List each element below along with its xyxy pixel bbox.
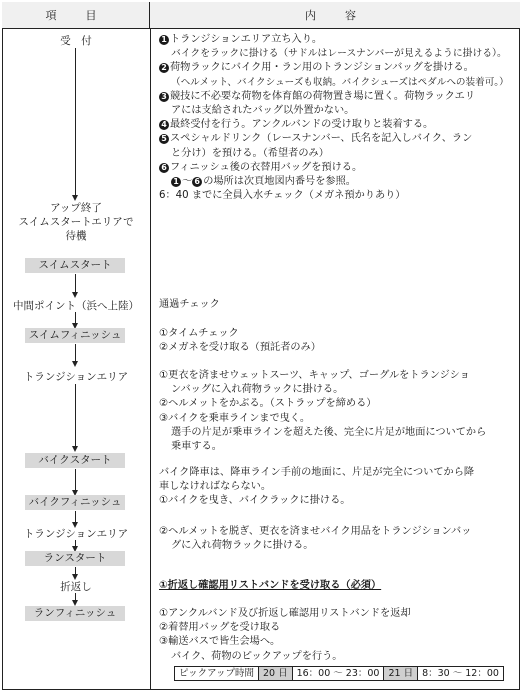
transition-2-instructions: ②ヘルメットを脱ぎ、更衣を済ませバイク用品をトランジションバッ グに入れ荷物ラックに掛ける。	[159, 526, 472, 552]
item-swim-start: スイムスタート	[25, 258, 125, 273]
schedule-table	[2, 2, 520, 690]
pickup-time-table	[174, 666, 504, 681]
swim-finish-instructions: ①タイムチェック ②メガネを受け取る（預託者のみ）	[159, 328, 321, 354]
item-transition-1: トランジションエリア	[23, 371, 129, 383]
pickup-day-2: 21 日	[384, 667, 418, 680]
arrow-down-icon	[75, 593, 76, 601]
run-finish-instructions: ①アンクルバンド及び折返し確認用リストバンドを返却 ②着替用バッグを受け取る ③輸送バスで皆生会場へ。 バイク、荷物のピックアップを行う。	[159, 608, 411, 662]
number-5-icon: 5	[159, 134, 169, 144]
arrow-down-icon	[75, 540, 76, 547]
pickup-time-1: 16：00 〜 23：00	[293, 667, 385, 680]
column-divider	[150, 29, 151, 690]
reception-instructions: 1 トランジションエリア立ち入り。 バイクをラックに掛ける（サドルはレースナンバーが見えるように掛ける）。 2 荷物ラックにバイク用・ラン用のトランジションバッグを掛ける。 （ヘルメット、バイクシューズも収納。バイクシューズはペダルへの装着可。） 3 競技に不必要な荷物を体育館の荷物置き場に置く。荷物ラックエリ アには支給されたバッグ以外置かない。 4 最終受付を行う。アンクルバンドの受け取りと装着する。 5 スペシャルドリンク（レースナンバー、氏名を記入しバイク、ラン と分け）を預ける。（希望者のみ） 6 フィニッシュ後の衣替用バッグを預ける。 1 〜 6 の場所は次頁地図内番号を参照。 6：40 までに全員入水チェック（メガネ預かりあり）	[159, 33, 521, 203]
item-turnaround: 折返し	[60, 581, 92, 593]
transition-1-instructions: ①更衣を済ませウェットスーツ、キャップ、ゴーグルをトランジショ ンバッグに入れ荷物ラックに掛ける。 ②ヘルメットをかぶる。（ストラップを締める） ③バイクを乗車ラインまで曳く。 選手の片足が乗車ラインを超えた後、完全に片足が地面についてから 乗車する。	[159, 370, 487, 453]
arrow-down-icon	[75, 567, 76, 575]
number-6-icon: 6	[159, 163, 169, 173]
item-reception: 受 付	[60, 35, 92, 47]
arrow-down-icon	[75, 344, 76, 362]
item-warmup: アップ終了 スイムスタートエリアで 待機	[18, 202, 134, 242]
pass-check: 通過チェック	[159, 299, 220, 310]
arrow-down-icon	[75, 469, 76, 491]
arrow-down-icon	[75, 384, 76, 447]
turnaround-instruction: ①折返し確認用リストバンドを受け取る（必須）	[159, 580, 382, 591]
entry-check: 6：40 までに全員入水チェック（メガネ預かりあり）	[159, 190, 406, 202]
number-1-icon: 1	[171, 177, 181, 187]
pickup-label: ピックアップ時間	[175, 667, 259, 680]
arrow-down-icon	[75, 274, 76, 293]
item-swim-finish: スイムフィニッシュ	[25, 328, 125, 343]
header-content: 内 容	[150, 2, 520, 29]
number-4-icon: 4	[159, 120, 169, 130]
pickup-time-2: 8：30 〜 12：00	[422, 668, 499, 679]
header-item: 項 目	[2, 2, 150, 29]
item-transition-2: トランジションエリア	[23, 528, 129, 540]
arrow-down-icon	[75, 511, 76, 523]
number-3-icon: 3	[159, 92, 169, 102]
number-6-icon: 6	[192, 177, 202, 187]
item-bike-start: バイクスタート	[25, 453, 125, 468]
number-2-icon: 2	[159, 63, 169, 73]
item-run-start: ランスタート	[25, 551, 125, 566]
pickup-day-1: 20 日	[259, 667, 293, 680]
bike-dismount-rule: バイク降車は、降車ライン手前の地面に、片足が完全についてから降 車しなければならない。 ①バイクを曳き、バイクラックに掛ける。	[159, 467, 475, 507]
number-1-icon: 1	[159, 35, 169, 45]
item-bike-finish: バイクフィニッシュ	[25, 495, 125, 510]
arrow-down-icon	[75, 312, 76, 324]
arrow-down-icon	[75, 48, 76, 196]
item-run-finish: ランフィニッシュ	[25, 606, 125, 621]
item-midpoint: 中間ポイント（浜へ上陸）	[13, 300, 139, 312]
